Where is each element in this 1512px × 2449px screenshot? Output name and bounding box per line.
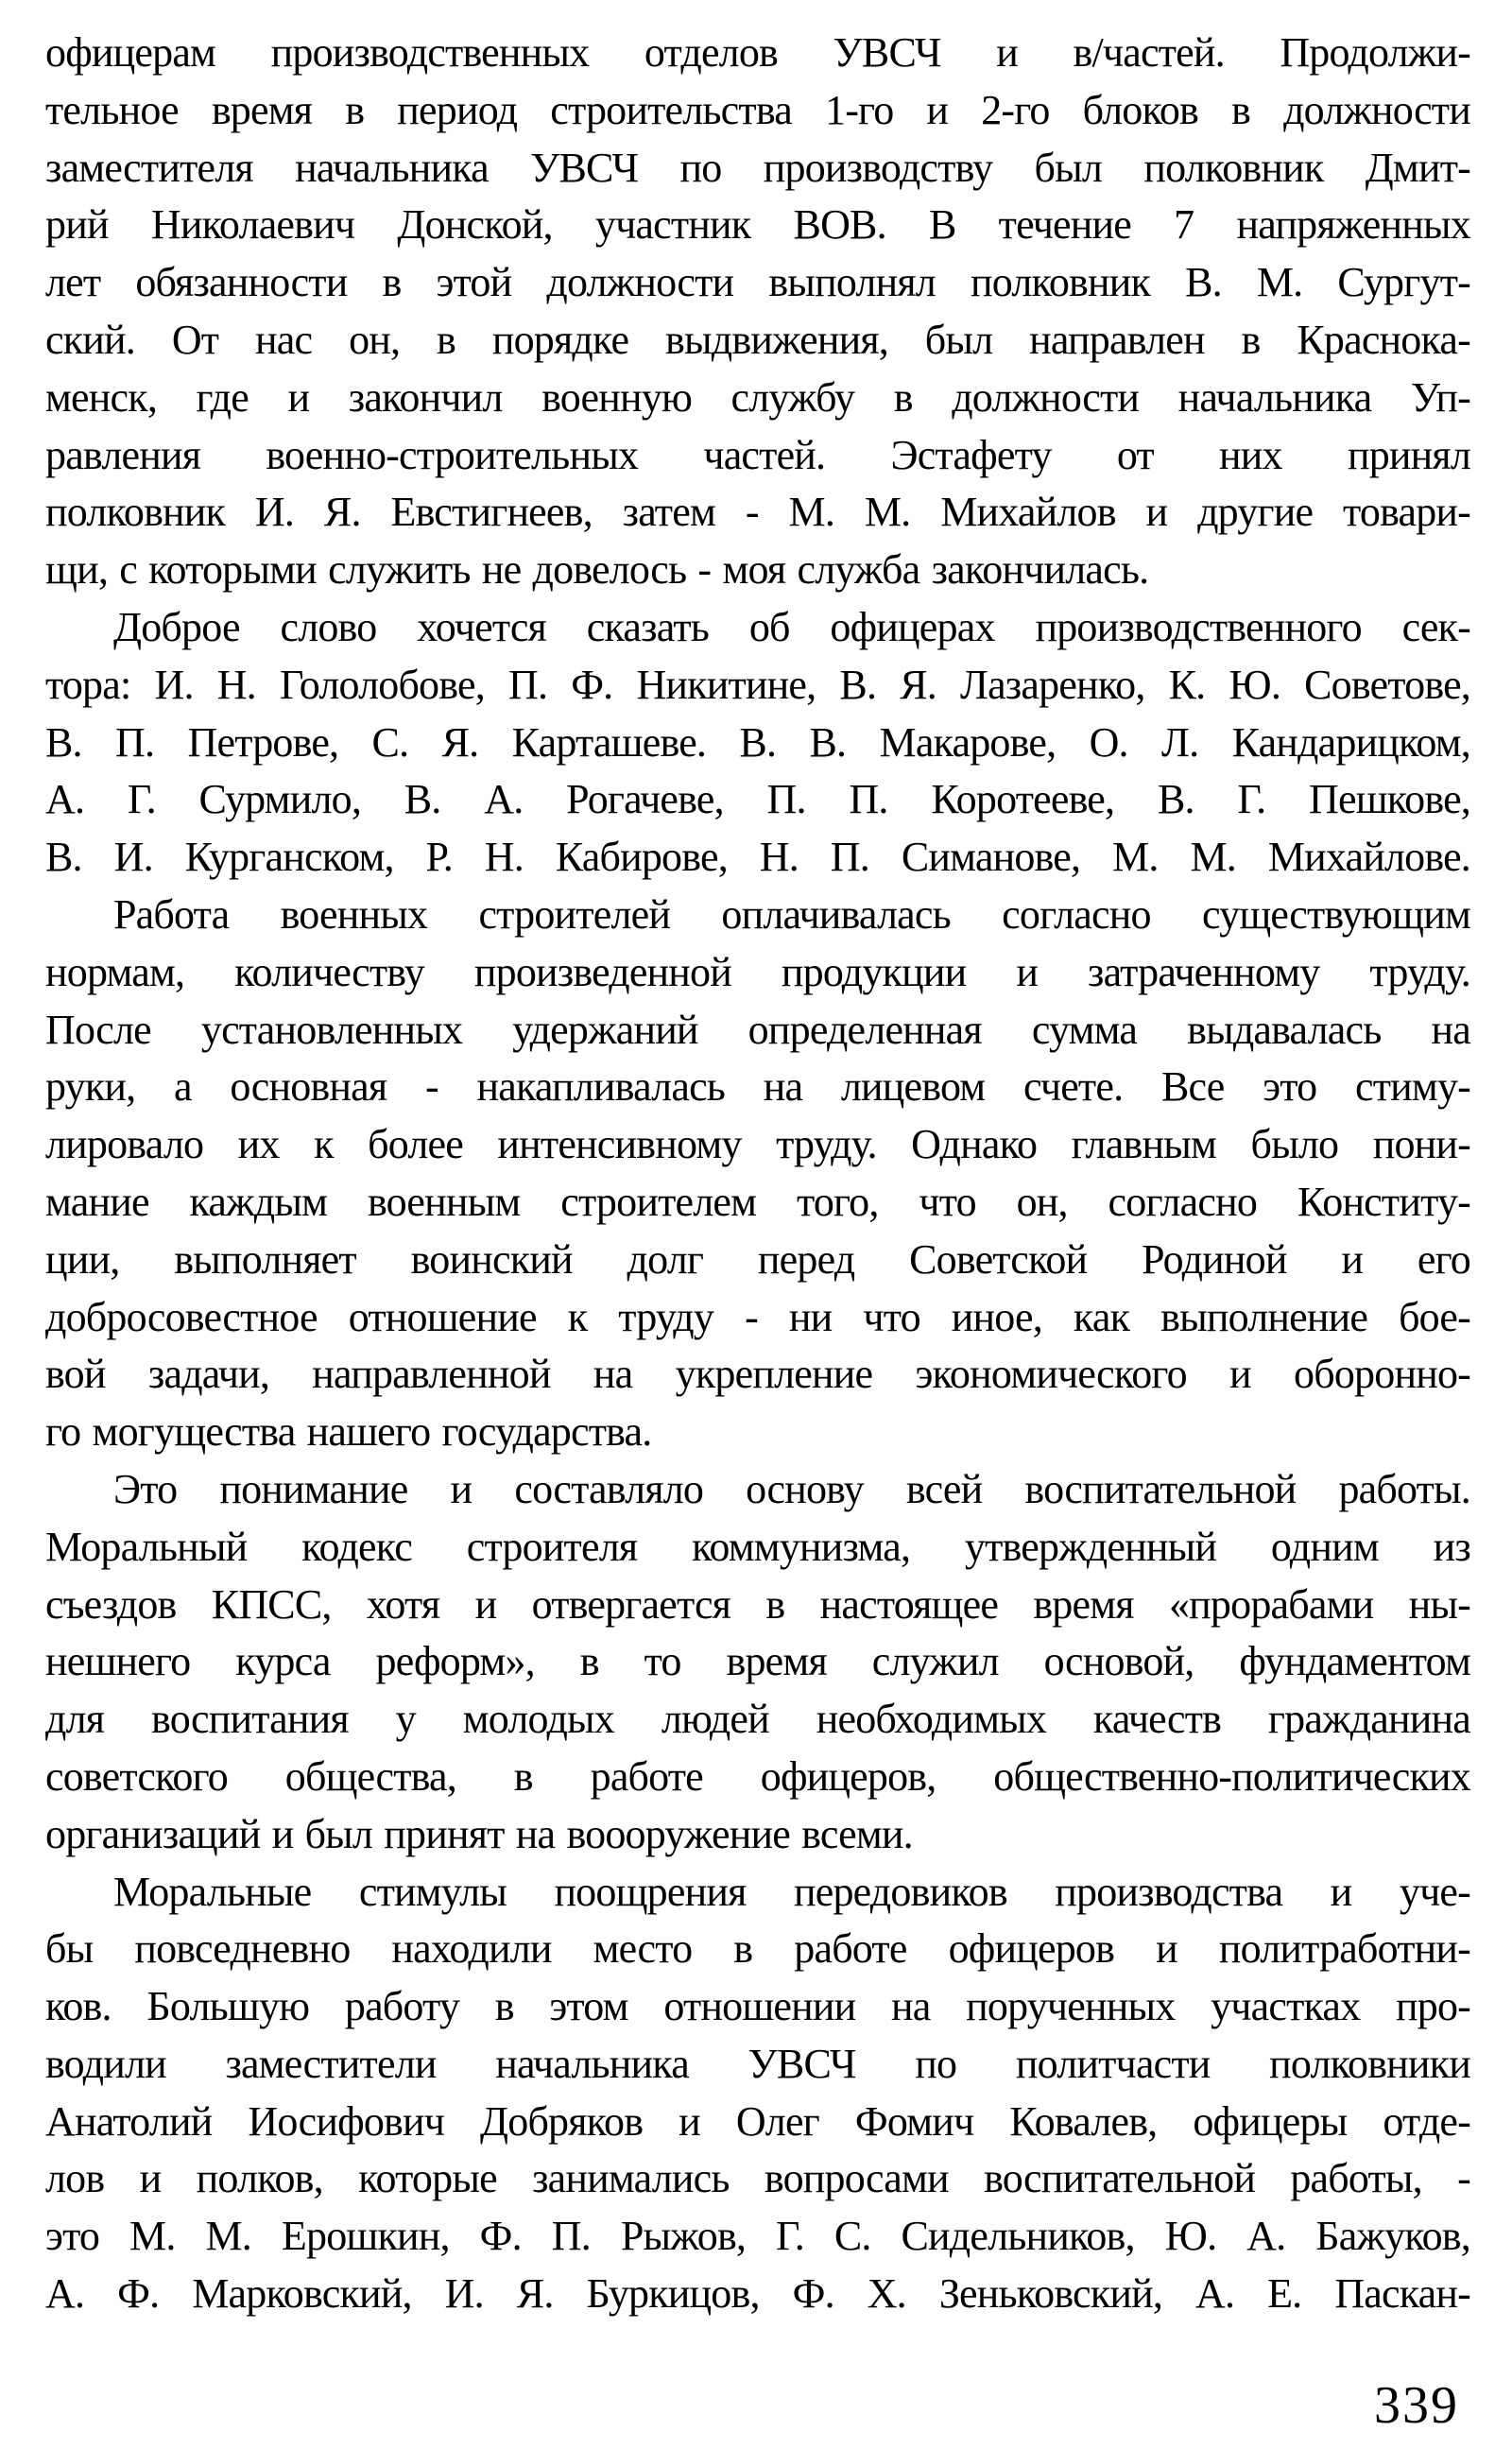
text-line: тора: И. Н. Гололобове, П. Ф. Никитине, В. Я. Лазаренко, К. Ю. Советове, <box>45 661 1470 708</box>
page-number: 339 <box>1374 2376 1459 2435</box>
text-line: водили заместители начальника УВСЧ по политчасти полковники <box>45 2040 1470 2087</box>
text-line: организаций и был принят на воооружение всеми. <box>45 1810 913 1857</box>
text-line: лировало их к более интенсивному труду. Однако главным было пони- <box>45 1121 1470 1168</box>
text-line: полковник И. Я. Евстигнеев, затем - М. М. Михайлов и другие товари- <box>45 489 1470 536</box>
text-line: го могущества нашего государства. <box>45 1408 652 1456</box>
text-line: для воспитания у молодых людей необходимых качеств гражданина <box>45 1696 1470 1743</box>
text-line: ский. От нас он, в порядке выдвижения, был направлен в Краснока- <box>45 316 1470 363</box>
text-line: советского общества, в работе офицеров, общественно-политических <box>45 1752 1470 1800</box>
text-line: руки, а основная - накапливалась на лицевом счете. Все это стиму- <box>45 1063 1470 1111</box>
text-line: Это понимание и составляло основу всей воспитательной работы. <box>113 1465 1470 1512</box>
text-line: нешнего курса реформ», в то время служил основой, фундаментом <box>45 1638 1470 1685</box>
text-line: заместителя начальника УВСЧ по производству был полковник Дмит- <box>45 144 1470 191</box>
text-line: мание каждым военным строителем того, что он, согласно Конститу- <box>45 1178 1470 1225</box>
text-line: В. П. Петрове, С. Я. Карташеве. В. В. Макарове, О. Л. Кандарицком, <box>45 718 1470 766</box>
text-line: ции, выполняет воинский долг перед Советской Родиной и его <box>45 1235 1470 1283</box>
text-line: менск, где и закончил военную службу в должности начальника Уп- <box>45 373 1470 421</box>
text-line: А. Ф. Марковский, И. Я. Буркицов, Ф. Х. Зеньковский, А. Е. Паскан- <box>45 2270 1470 2318</box>
text-line: Моральный кодекс строителя коммунизма, утвержденный одним из <box>45 1523 1470 1570</box>
paragraph <box>45 25 1470 599</box>
text-line: съездов КПСС, хотя и отвергается в настоящее время «прорабами ны- <box>45 1580 1470 1628</box>
text-line: ков. Большую работу в этом отношении на порученных участках про- <box>45 1983 1470 2030</box>
text-line: Анатолий Иосифович Добряков и Олег Фомич Ковалев, офицеры отде- <box>45 2097 1470 2145</box>
text-line: офицерам производственных отделов УВСЧ и в/частей. Продолжи- <box>45 29 1470 76</box>
text-line: это М. М. Ерошкин, Ф. П. Рыжов, Г. С. Сидельников, Ю. А. Бажуков, <box>45 2213 1470 2260</box>
text-line: Работа военных строителей оплачивалась согласно существующим <box>113 890 1470 938</box>
paragraph <box>45 887 1470 1461</box>
text-line: тельное время в период строительства 1-го и 2-го блоков в должности <box>45 86 1470 133</box>
text-line: лет обязанности в этой должности выполнял полковник В. М. Сургут- <box>45 259 1470 306</box>
text-line: После установленных удержаний определенная сумма выдавалась на <box>45 1006 1470 1053</box>
text-line: бы повседневно находили место в работе офицеров и политработни- <box>45 1925 1470 1973</box>
paragraph <box>45 1461 1470 1864</box>
text-line: лов и полков, которые занимались вопросами воспитательной работы, - <box>45 2155 1470 2202</box>
paragraph <box>45 1864 1470 2323</box>
text-line: Моральные стимулы поощрения передовиков производства и уче- <box>113 1868 1470 1915</box>
text-line: добросовестное отношение к труду - ни что иное, как выполнение бое- <box>45 1293 1470 1340</box>
text-line: Доброе слово хочется сказать об офицерах производственного сек- <box>113 603 1470 650</box>
text-block <box>45 25 1470 2323</box>
text-line: щи, с которыми служить не довелось - моя служба закончилась. <box>45 546 1149 594</box>
text-line: В. И. Курганском, Р. Н. Кабирове, Н. П. Симанове, М. М. Михайлове. <box>45 834 1470 881</box>
text-line: вой задачи, направленной на укрепление экономического и оборонно- <box>45 1351 1470 1398</box>
paragraph <box>45 599 1470 887</box>
text-line: нормам, количеству произведенной продукции и затраченному труду. <box>45 948 1470 995</box>
text-line: А. Г. Сурмило, В. А. Рогачеве, П. П. Коротееве, В. Г. Пешкове, <box>45 776 1470 823</box>
text-line: равления военно-строительных частей. Эстафету от них принял <box>45 431 1470 478</box>
text-line: рий Николаевич Донской, участник ВОВ. В течение 7 напряженных <box>45 201 1470 249</box>
